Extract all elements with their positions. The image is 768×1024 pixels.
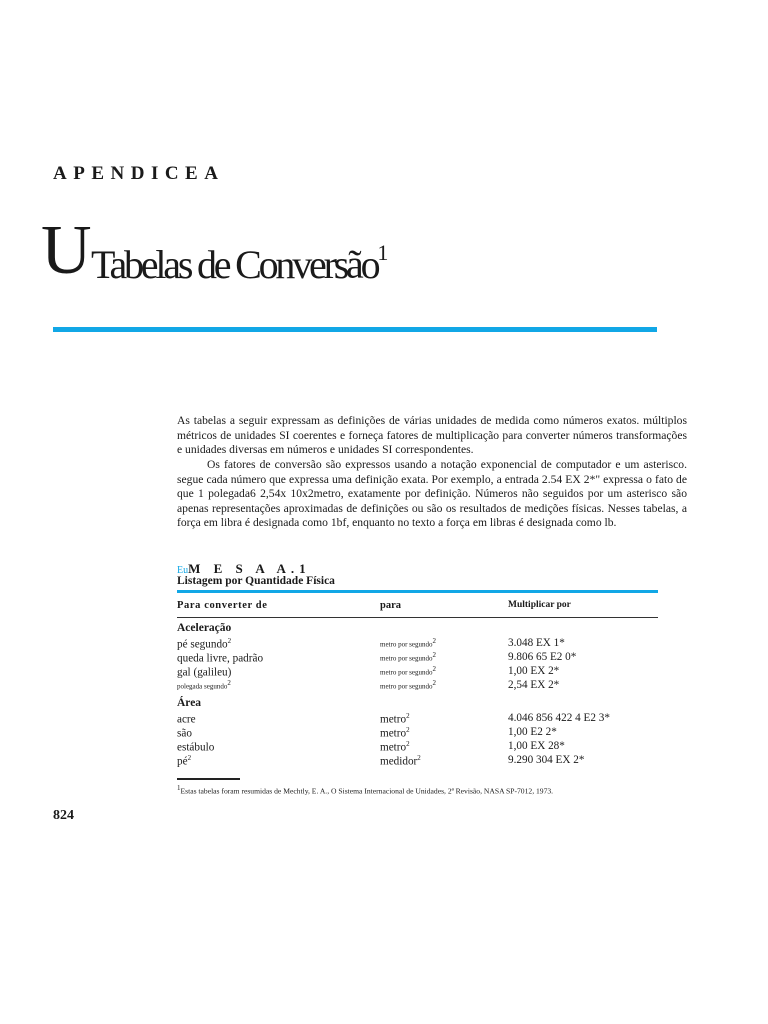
column-header-from: Para converter de: [177, 600, 268, 611]
column-header-rule: [177, 617, 658, 618]
table-row: [177, 712, 658, 726]
row-factor: 9.290 304 EX 2*: [508, 754, 585, 766]
chapter-title: [91, 230, 388, 288]
table-label-prefix: Eu: [177, 565, 189, 576]
footnote-mark: 1: [177, 784, 181, 792]
row-from: estábulo: [177, 741, 215, 754]
row-to: metro por segundo$^2$: [380, 637, 436, 649]
intro-paragraph: As tabelas a seguir expressam as definições de várias unidades de medida como números exatos. múltiplos métricos de unidades SI coerentes e forneça fatores de multiplicação para converter números transformações e unidades diversas em números e unidades SI correspondentes.: [177, 414, 687, 457]
row-from: são: [177, 727, 192, 740]
row-factor: 2,54 EX 2*: [508, 679, 560, 691]
row-from: pé segundo$^2$: [177, 637, 232, 651]
table-label-text: M E S A A.1: [188, 561, 311, 576]
table-row: [177, 665, 658, 679]
row-to: metro$^2$: [380, 712, 410, 726]
notation-paragraph-text: Os fatores de conversão são expressos usando a notação exponencial de computador e um asterisco. segue cada número que expressa uma definição exata. Por exemplo, a entrada 2.54 EX 2*" expressa o fato de que 1 polegada6 2,54x 10x2metro, exatamente por definição. Números não seguidos por um asterisco são apenas representações aproximadas de definições ou são os resultados de medições físicas. Nesses tabelas, a força em libra é designada como 1bf, enquanto no texto a força em libras é designada como lb.: [177, 458, 687, 530]
footnote-text: Estas tabelas foram resumidas de Mechtly, E. A., O Sistema Internacional de Unidades, 2ª Revisão, NASA SP-7012, 1973.: [180, 786, 554, 796]
footnote: [177, 784, 553, 796]
table-row: [177, 651, 658, 665]
chapter-divider-rule: [53, 327, 657, 332]
row-factor: 3.048 EX 1*: [508, 637, 565, 649]
table-row: [177, 726, 658, 740]
row-to: medidor$^2$: [380, 754, 421, 768]
row-from: queda livre, padrão: [177, 652, 264, 665]
notation-paragraph: [177, 458, 687, 531]
row-from: polegada segundo$^2$: [177, 679, 231, 691]
table-row: [177, 754, 658, 768]
chapter-title-text: Tabelas de Conversão: [91, 242, 378, 287]
column-header-factor: Multiplicar por: [508, 600, 571, 610]
footnote-rule: [177, 778, 240, 780]
chapter-title-footnote-mark: 1: [377, 240, 389, 265]
chapter-initial-letter: U: [41, 212, 92, 289]
table-row: [177, 740, 658, 754]
row-to: metro$^2$: [380, 740, 410, 754]
row-from: gal (galileu): [177, 666, 232, 679]
table-section-heading: Aceleração: [177, 622, 232, 634]
row-to: metro por segundo$^2$: [380, 651, 436, 663]
table-row: [177, 637, 658, 651]
appendix-label: APENDICEA: [53, 163, 225, 184]
table-subtitle: Listagem por Quantidade Física: [177, 575, 335, 587]
row-factor: 1,00 E2 2*: [508, 726, 557, 738]
row-from: acre: [177, 713, 196, 726]
row-factor: 4.046 856 422 4 E2 3*: [508, 712, 610, 724]
row-factor: 1,00 EX 28*: [508, 740, 565, 752]
row-factor: 1,00 EX 2*: [508, 665, 560, 677]
row-to: metro por segundo$^2$: [380, 679, 436, 691]
table-top-rule: [177, 590, 658, 593]
row-to: metro por segundo$^2$: [380, 665, 436, 677]
page-number: 824: [53, 808, 74, 823]
row-to: metro$^2$: [380, 726, 410, 740]
table-section-heading: Área: [177, 697, 202, 709]
column-header-to: para: [380, 600, 401, 611]
table-row: [177, 679, 658, 693]
row-factor: 9.806 65 E2 0*: [508, 651, 577, 663]
row-from: $pé^2$: [177, 754, 192, 768]
